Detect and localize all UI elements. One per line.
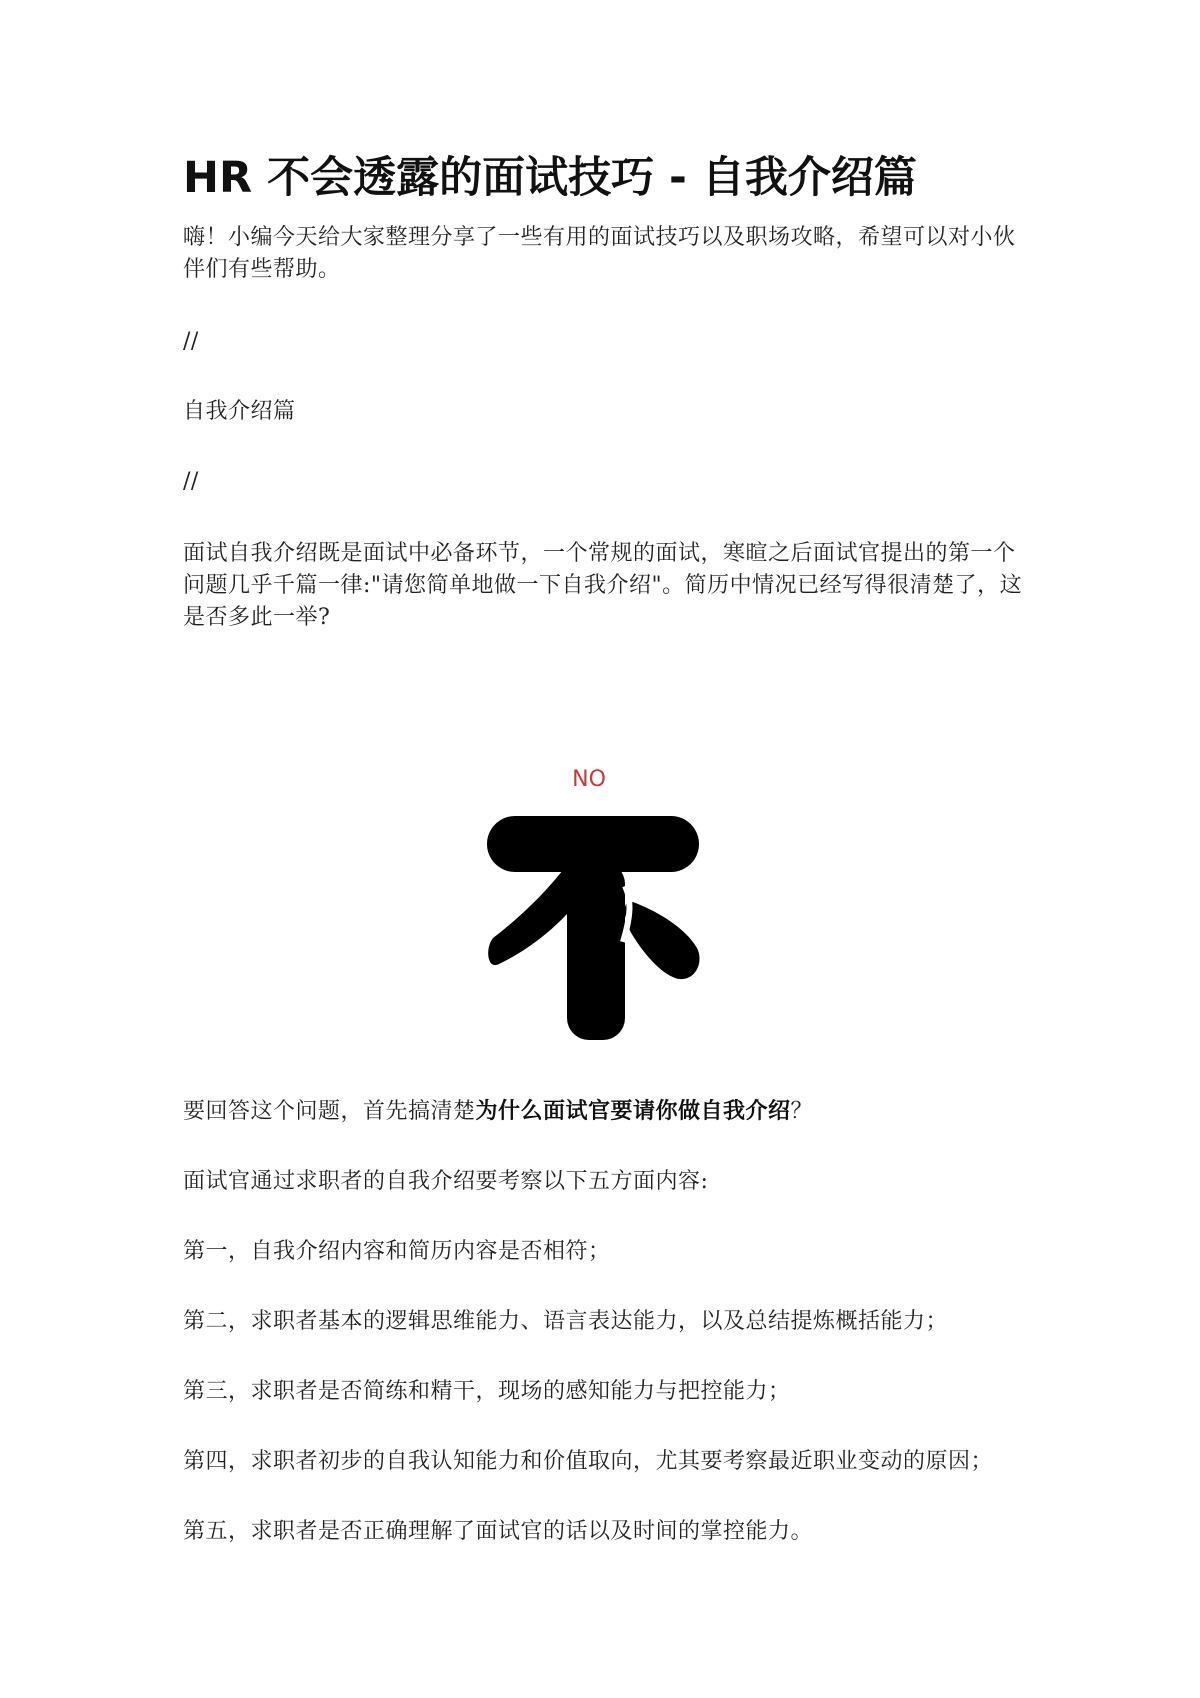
divider-top: // [183,329,199,354]
intro-paragraph: 嗨！小编今天给大家整理分享了一些有用的面试技巧以及职场攻略，希望可以对小伙伴们有些帮助。 [183,225,1016,282]
question-prefix: 要回答这个问题，首先搞清楚 [183,1099,476,1124]
no-character-graphic [483,752,713,1042]
section-title: 自我介绍篇 [183,399,296,424]
point-4: 第四，求职者初步的自我认知能力和价值取向，尤其要考察最近职业变动的原因； [183,1449,994,1474]
no-character-image [483,752,713,1042]
lead-in-paragraph: 面试官通过求职者的自我介绍要考察以下五方面内容: [183,1169,709,1194]
bu-character-glyph [487,816,700,1040]
point-2: 第二，求职者基本的逻辑思维能力、语言表达能力，以及总结提炼概括能力； [183,1309,949,1334]
point-3: 第三，求职者是否简练和精干，现场的感知能力与把控能力； [183,1379,791,1404]
question-bold: 为什么面试官要请你做自我介绍 [475,1099,791,1124]
question-paragraph [183,1096,1033,1128]
article-title: HR 不会透露的面试技巧 - 自我介绍篇 [183,153,917,203]
point-5: 第五，求职者是否正确理解了面试官的话以及时间的掌控能力。 [183,1519,814,1544]
point-1: 第一，自我介绍内容和简历内容是否相符； [183,1239,611,1264]
figure-label-no: NO [572,767,606,792]
body-paragraph-1: 面试自我介绍既是面试中必备环节，一个常规的面试，寒暄之后面试官提出的第一个问题几乎千篇一律:"请您简单地做一下自我介绍"。简历中情况已经写得很清楚了，这是否多此一举? [183,541,1023,630]
divider-bottom: // [183,469,199,494]
question-suffix: ？ [790,1099,814,1124]
